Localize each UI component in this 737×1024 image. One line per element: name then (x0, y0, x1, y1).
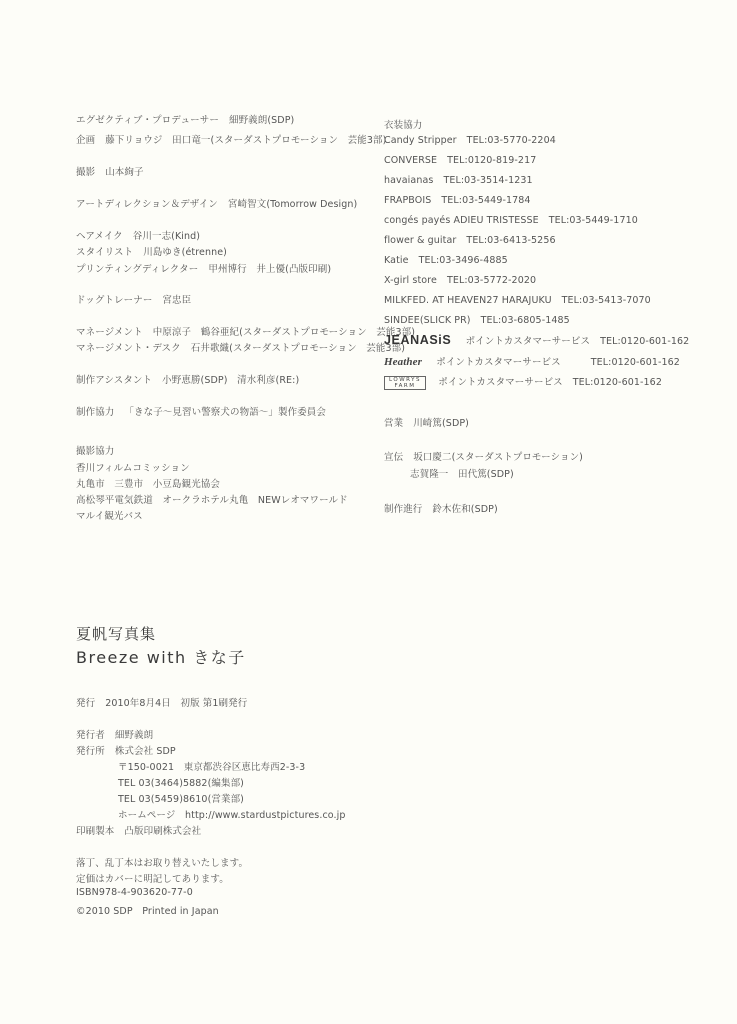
credit-management-desk: マネージメント・デスク 石井歌織(スターダストプロモーション 芸能3部) (76, 343, 406, 354)
address-line: 〒150-0021 東京都渋谷区恵比寿西2-3-3 (118, 762, 306, 773)
address-line: TEL 03(5459)8610(営業部) (118, 794, 244, 805)
heather-logo: Heather (384, 356, 422, 368)
credit-location-2: 丸亀市 三豊市 小豆島観光協会 (76, 479, 221, 490)
credit-location-heading: 撮影協力 (76, 446, 115, 457)
credit-hair-makeup: ヘアメイク 谷川一志(Kind) (76, 231, 201, 242)
issue-date: 発行 2010年8月4日 初版 第1刷発行 (76, 698, 248, 709)
lowrys-farm-logo: LOWRYS FARM (384, 376, 426, 390)
credit-printing-director: プリンティングディレクター 甲州博行 井上優(凸版印刷) (76, 264, 332, 275)
costume-item: Candy Stripper TEL:03-5770-2204 (384, 135, 556, 146)
brand-lowrys-farm: LOWRYS FARM ポイントカスタマーサービス TEL:0120-601-162 (384, 374, 662, 390)
credit-location-1: 香川フィルムコミッション (76, 463, 190, 474)
book-title-jp: 夏帆写真集 (76, 625, 157, 643)
costume-item: X-girl store TEL:03-5772-2020 (384, 275, 537, 286)
note-line: 落丁、乱丁本はお取り替えいたします。 (76, 858, 249, 869)
costume-item: CONVERSE TEL:0120-819-217 (384, 155, 537, 166)
costume-item: havaianas TEL:03-3514-1231 (384, 175, 533, 186)
costume-item: MILKFED. AT HEAVEN27 HARAJUKU TEL:03-5413-7070 (384, 295, 651, 306)
credit-location-3: 高松琴平電気鉄道 オークラホテル丸亀 NEWレオマワールド (76, 495, 348, 506)
costume-heading: 衣装協力 (384, 120, 423, 131)
credit-publicity-2: 志賀隆一 田代篤(SDP) (410, 469, 514, 480)
jeanasis-logo: JEANASiS (384, 333, 452, 347)
printer: 印刷製本 凸版印刷株式会社 (76, 826, 202, 837)
brand-heather: Heather ポイントカスタマーサービス TEL:0120-601-162 (384, 356, 680, 368)
homepage-line: ホームページ http://www.stardustpictures.co.jp (118, 810, 346, 821)
credit-stylist: スタイリスト 川島ゆき(étrenne) (76, 247, 227, 258)
credit-management: マネージメント 中原涼子 鶴谷亜紀(スターダストプロモーション 芸能3部) (76, 327, 416, 338)
credit-location-4: マルイ観光バス (76, 511, 143, 522)
publisher: 発行者 細野義朗 (76, 730, 154, 741)
address-line: TEL 03(3464)5882(編集部) (118, 778, 244, 789)
credit-production-cooperation: 制作協力 「きな子～見習い警察犬の物語～」製作委員会 (76, 407, 327, 418)
credit-photography: 撮影 山本絢子 (76, 167, 144, 178)
note-line: 定価はカバーに明記してあります。 (76, 874, 229, 885)
credit-production-progress: 制作進行 鈴木佐和(SDP) (384, 504, 498, 515)
publishing-house: 発行所 株式会社 SDP (76, 746, 176, 757)
costume-item: SINDEE(SLICK PR) TEL:03-6805-1485 (384, 315, 570, 326)
copyright: ©2010 SDP Printed in Japan (76, 906, 219, 917)
credit-art-direction: アートディレクション＆デザイン 宮崎智文(Tomorrow Design) (76, 199, 358, 210)
credit-production-assistant: 制作アシスタント 小野恵勝(SDP) 清水利彦(RE:) (76, 375, 300, 386)
costume-item: congés payés ADIEU TRISTESSE TEL:03-5449-1710 (384, 215, 638, 226)
brand-jeanasis: JEANASiS ポイントカスタマーサービス TEL:0120-601-162 (384, 333, 690, 347)
credit-planning: 企画 藤下リョウジ 田口竜一(スターダストプロモーション 芸能3部) (76, 135, 387, 146)
credit-dog-trainer: ドッグトレーナー 宮忠臣 (76, 295, 192, 306)
credit-executive-producer: エグゼクティブ・プロデューサー 細野義朗(SDP) (76, 115, 295, 126)
credit-sales: 営業 川崎篤(SDP) (384, 418, 469, 429)
credit-publicity: 宣伝 坂口慶二(スターダストプロモーション) (384, 452, 583, 463)
costume-item: flower & guitar TEL:03-6413-5256 (384, 235, 556, 246)
isbn: ISBN978-4-903620-77-0 (76, 887, 193, 898)
costume-item: FRAPBOIS TEL:03-5449-1784 (384, 195, 531, 206)
book-title-en: Breeze with きな子 (76, 648, 246, 667)
costume-item: Katie TEL:03-3496-4885 (384, 255, 508, 266)
